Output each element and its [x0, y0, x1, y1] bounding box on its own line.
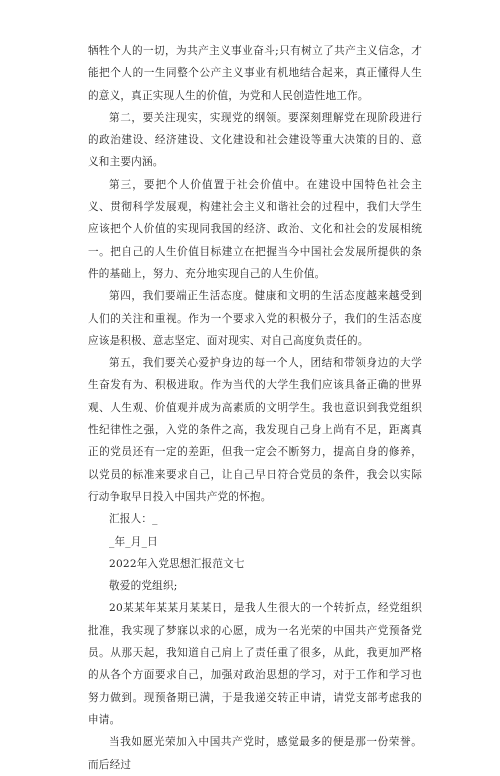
paragraph-4: 第四，我们要端正生活态度。健康和文明的生活态度越来越受到人们的关注和重视。作为一个要求入党的积极分子，我们的生活态度应该是积极、意志坚定、面对现实、对自己高度负责任的。: [88, 290, 422, 347]
paragraph-2: 第二，要关注现实，实现党的纲领。要深刻理解党在现阶段进行的政治建设、经济建设、文化建设和社会建设等重大决策的目的、意义和主要内涵。: [88, 111, 422, 169]
letter-paragraph-1: 20某某年某某月某某日，是我人生很大的一个转折点，经党组织批准，我实现了梦寐以求的心愿，成为一名光荣的中国共产党预备党员。从那天起，我知道自己肩上了责任重了很多，从此，我更加严格的从各个方面要求自己，加强对政治思想的学习，对于工作和学习也努力做到。现预备期已满，于是我递交转正申请，请党支部考虑我的申请。: [88, 602, 422, 726]
document-body: [88, 40, 422, 776]
paragraph-5: 第五，我们要关心爱护身边的每一个人，团结和带领身边的大学生奋发有为、积极进取。作为当代的大学生我们应该具备正确的世界观、人生观、价值观并成为高素质的文明学生。我也意识到我党组织性纪律性之强，入党的条件之高，我发现自己身上尚有不足，距离真正的党员还有一定的差距，但我一定会不断努力，提高自身的修养，以党员的标准来要求自己，让自己早日符合党员的条件，我会以实际行动争取早日投入中国共产党的怀抱。: [88, 357, 422, 503]
paragraph-1: 牺牲个人的一切，为共产主义事业奋斗;只有树立了共产主义信念，才能把个人的一生同整个公产主义事业有机地结合起来，真正懂得人生的意义，真正实现人生的价值，为党和人民创造性地工作。: [88, 45, 422, 102]
reporter-line: 汇报人：_: [109, 513, 158, 526]
section-title: 2022年入党思想汇报范文七: [109, 557, 245, 570]
letter-paragraph-2: 当我如愿光荣加入中国共产党时，感觉最多的便是那一份荣誉。而后经过: [88, 736, 422, 771]
date-line: _年_月_日: [109, 535, 158, 548]
paragraph-3: 第三，要把个人价值置于社会价值中。在建设中国特色社会主义、贯彻科学发展观，构建社会主义和谐社会的过程中，我们大学生应该把个人价值的实现同我国的经济、政治、文化和社会的发展相统一。把自己的人生价值目标建立在把握当今中国社会发展所提供的条件的基础上，努力、充分地实现自己的人生价值。: [88, 178, 422, 280]
salutation: 敬爱的党组织;: [109, 580, 178, 593]
